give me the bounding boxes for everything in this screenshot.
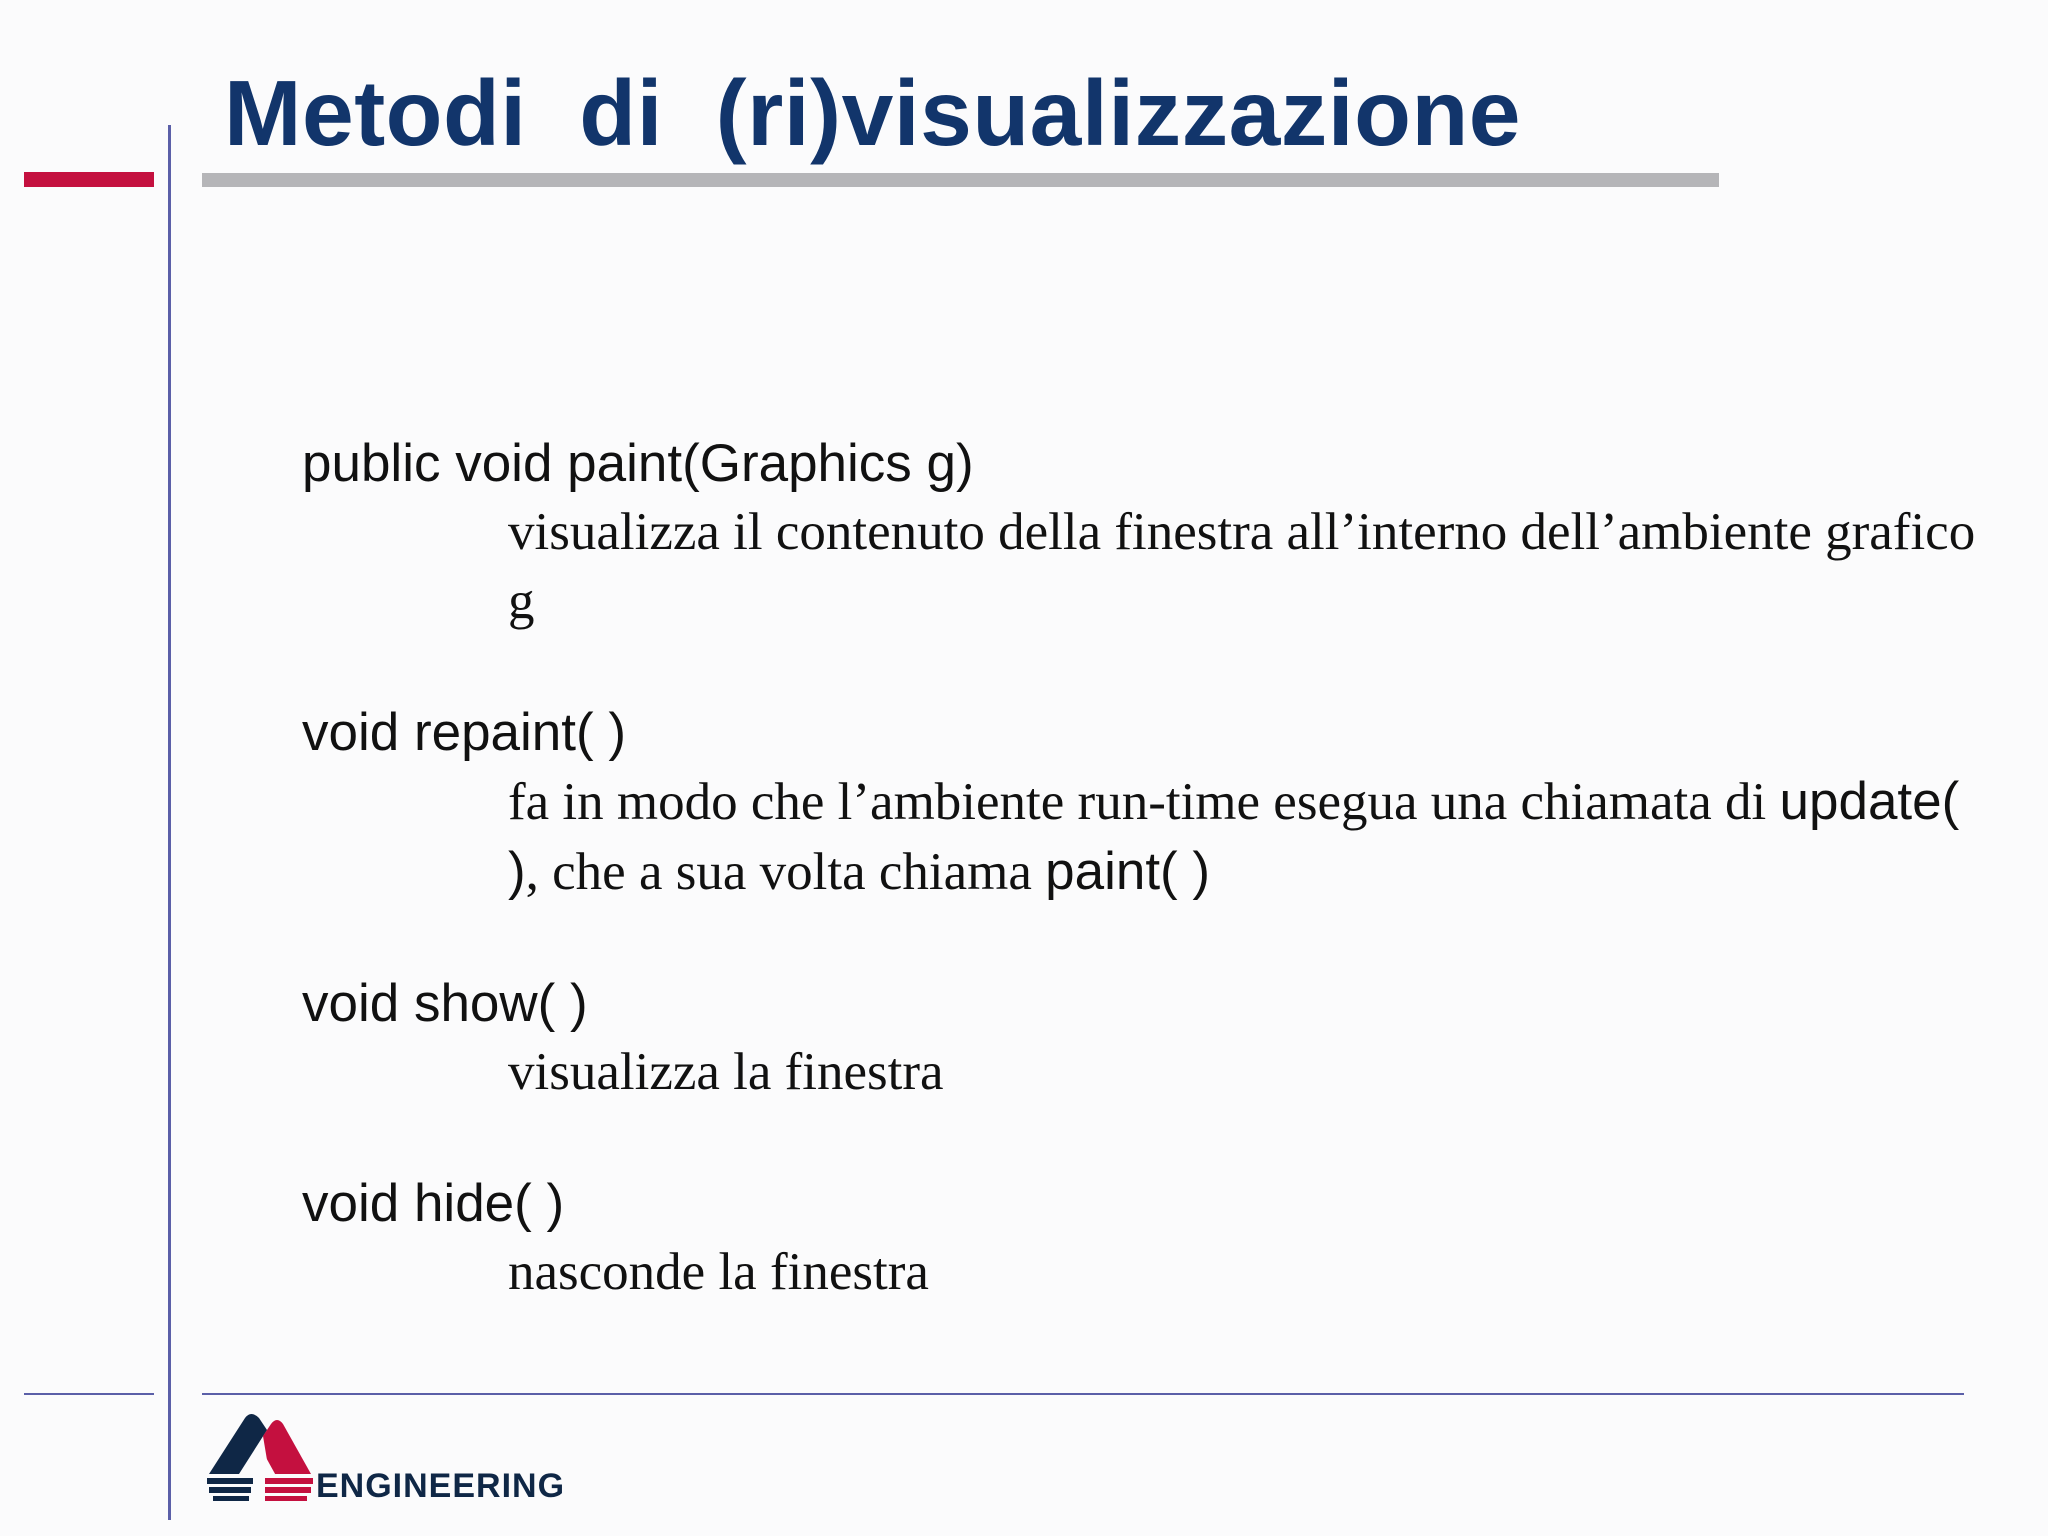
accent-red-bar [24, 172, 154, 187]
method-signature: void show( ) [302, 974, 588, 1033]
code-reference: update( ) [508, 772, 1960, 901]
left-vertical-rule [168, 125, 171, 1520]
method-description: visualizza il contenuto della finestra all’interno dell’ambiente grafico g [508, 503, 1976, 630]
engineering-logo-icon [205, 1412, 315, 1502]
method-signature: public void paint(Graphics g) [302, 434, 974, 493]
method-item [302, 430, 1982, 636]
logo-text: ENGINEERING [316, 1467, 566, 1505]
methods-list [302, 430, 1982, 1370]
method-description [508, 767, 1982, 907]
method-description: visualizza la finestra [508, 1043, 944, 1101]
method-item [302, 970, 1982, 1107]
method-signature: void hide( ) [302, 1174, 565, 1233]
code-reference: paint( ) [1045, 842, 1211, 901]
footer-rule-left [24, 1393, 154, 1395]
footer-rule-right [202, 1393, 1964, 1395]
method-description: nasconde la finestra [508, 1243, 929, 1301]
method-item [302, 699, 1982, 907]
method-signature: void repaint( ) [302, 703, 627, 762]
slide-title: Metodi di (ri)visualizzazione [224, 61, 1521, 165]
title-underline-bar [202, 173, 1719, 187]
method-item [302, 1170, 1982, 1307]
description-text: fa in modo che l’ambiente run-time esegua una chiamata di [508, 773, 1780, 831]
description-text: , che a sua volta chiama [525, 843, 1046, 901]
